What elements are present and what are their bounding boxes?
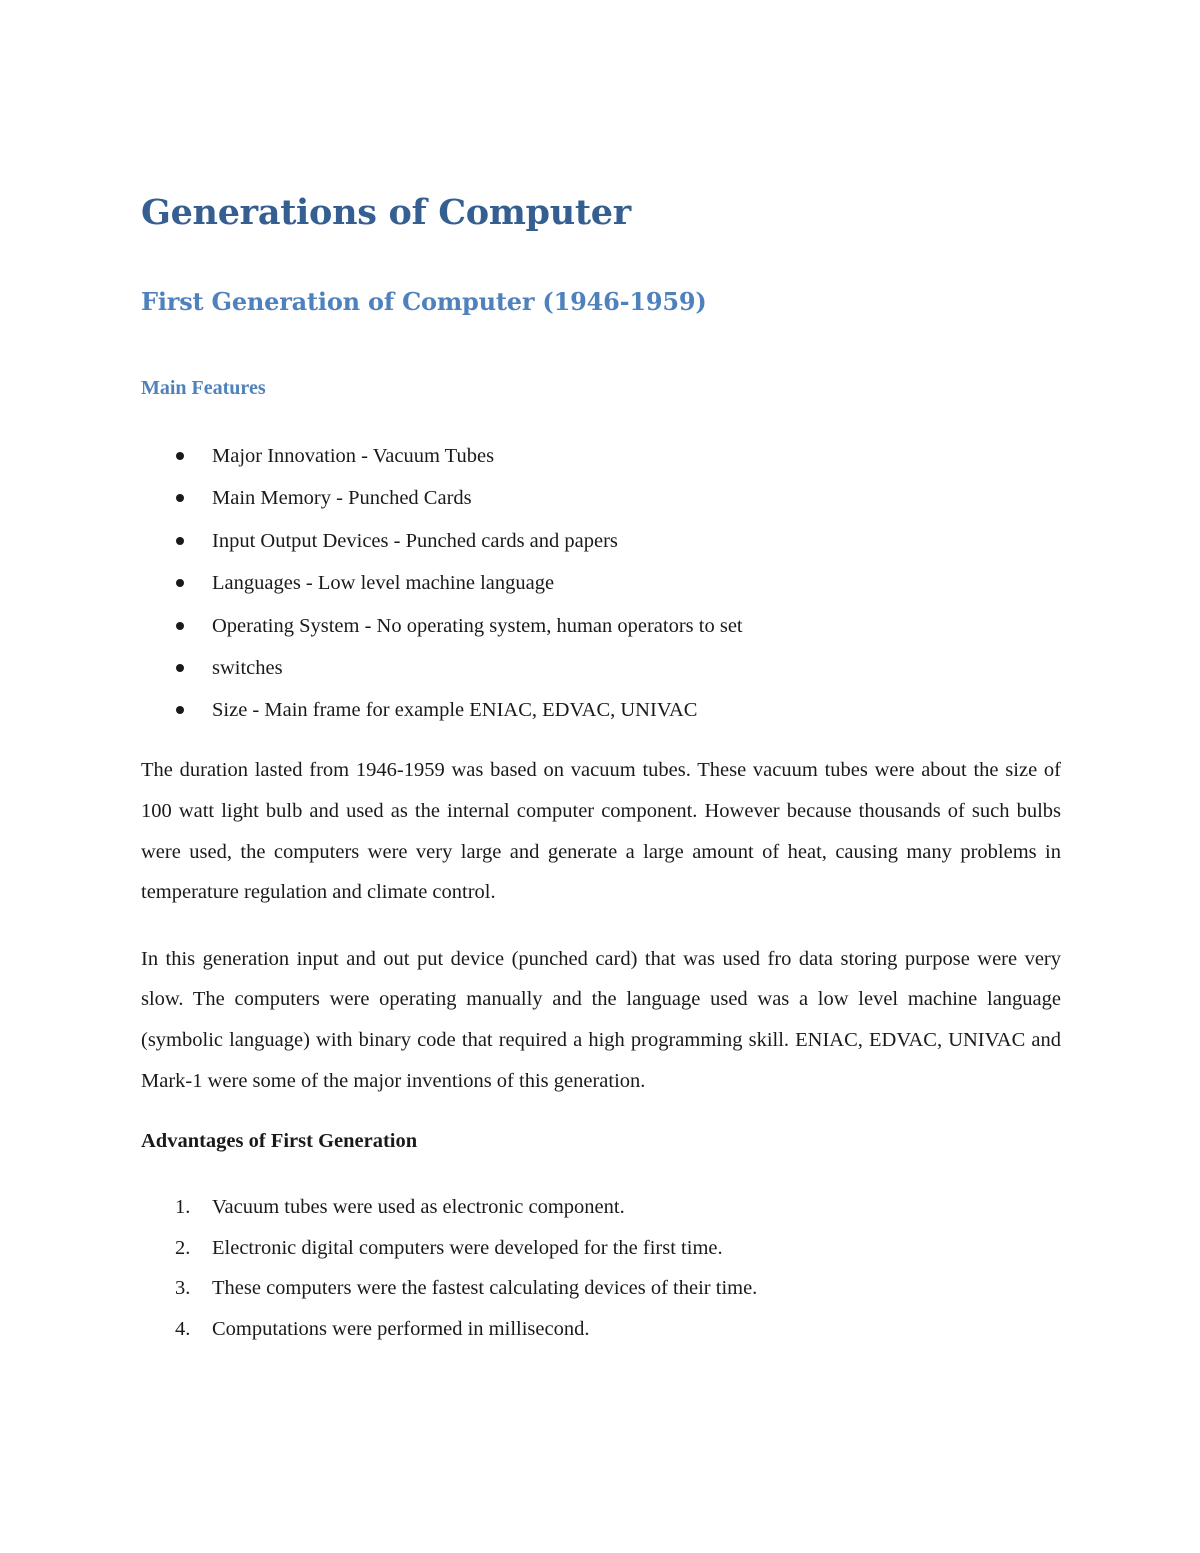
bullet-icon [176,579,184,587]
list-item [141,1193,1061,1221]
features-list [141,442,1061,724]
list-item [141,527,1061,555]
list-item-text: Size - Main frame for example ENIAC, EDVAC, UNIVAC [212,699,698,722]
list-item [141,612,1061,640]
list-item [141,569,1061,597]
list-item-text: Input Output Devices - Punched cards and papers [212,529,618,552]
list-item-text: Main Memory - Punched Cards [212,487,472,510]
list-number: 2. [175,1236,191,1259]
list-item [141,1315,1061,1343]
advantages-heading: Advantages of First Generation [141,1130,418,1153]
list-item-text: Electronic digital computers were developed for the first time. [212,1236,723,1259]
bullet-icon [176,622,184,630]
section-heading: First Generation of Computer (1946-1959) [141,287,707,316]
document-title: Generations of Computer [141,192,631,233]
bullet-icon [176,664,184,672]
list-item-text: switches [212,656,283,679]
list-item-text: Computations were performed in millisecond. [212,1317,590,1340]
bullet-icon [176,452,184,460]
main-features-heading: Main Features [141,377,266,399]
list-item-text: These computers were the fastest calculating devices of their time. [212,1277,758,1300]
body-paragraph-2: In this generation input and out put device (punched card) that was used fro data storing purpose were very slow. The computers were operating manually and the language used was a low level machine language (symbolic language) with binary code that required a high programming skill. ENIAC, EDVAC, UNIVAC and Mark-1 were some of the major inventions of this generation. [141,947,1061,1092]
advantages-list [141,1193,1061,1343]
list-item-text: Vacuum tubes were used as electronic component. [212,1196,625,1219]
list-item [141,696,1061,724]
list-number: 3. [175,1277,191,1300]
list-item-text: Major Innovation - Vacuum Tubes [212,445,495,467]
list-item-text: Languages - Low level machine language [212,572,555,595]
body-paragraph-1: The duration lasted from 1946-1959 was based on vacuum tubes. These vacuum tubes were about the size of 100 watt light bulb and used as the internal computer component. However because thousands of such bulbs were used, the computers were very large and generate a large amount of heat, causing many problems in temperature regulation and climate control. [141,759,1061,904]
bullet-icon [176,494,184,502]
list-number: 1. [175,1196,191,1219]
list-item [141,1234,1061,1262]
list-item [141,484,1061,512]
list-item [141,442,1061,470]
list-item-text: Operating System - No operating system, human operators to set [212,614,743,637]
bullet-icon [176,537,184,545]
document-body [141,190,1061,1355]
list-item [141,654,1061,682]
list-item [141,1274,1061,1302]
list-number: 4. [175,1317,191,1340]
bullet-icon [176,706,184,714]
